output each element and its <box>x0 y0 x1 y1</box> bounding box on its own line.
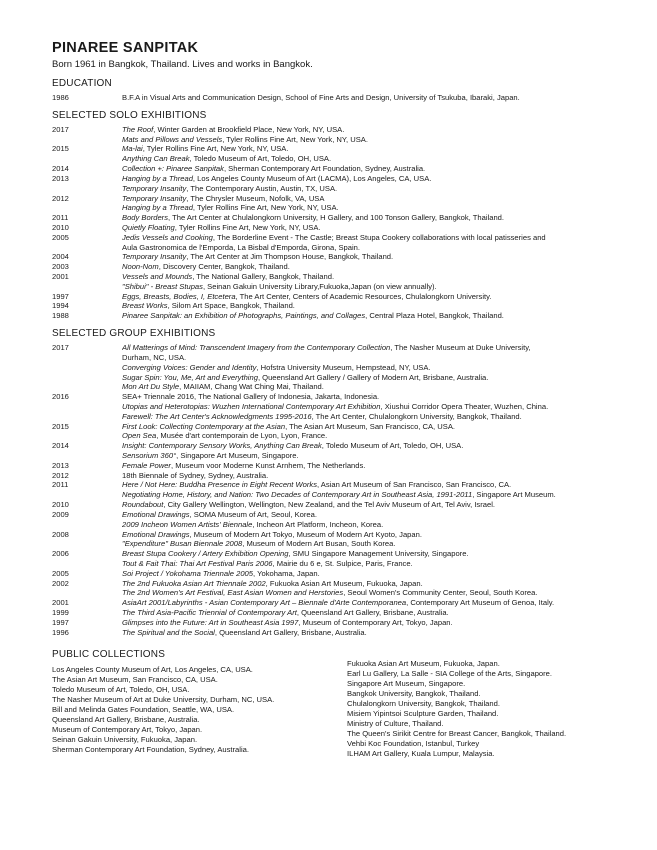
entry-text <box>122 441 627 451</box>
entry-year <box>52 154 122 164</box>
entry-text <box>122 135 627 145</box>
artist-name: PINAREE SANPITAK <box>52 40 199 56</box>
group-exhibitions-list <box>52 343 627 637</box>
list-item <box>52 451 627 461</box>
list-item <box>52 243 627 253</box>
entry-details: , The Art Center, Chulalongkorn University, Bangkok, Thailand. <box>311 411 522 421</box>
list-item <box>52 301 627 311</box>
list-item <box>52 569 627 579</box>
entry-year: 2009 <box>52 509 69 519</box>
entry-title: The Third Asia-Pacific Triennial of Contemporary Art <box>122 608 297 617</box>
entry-text <box>122 233 627 243</box>
entry-text <box>122 480 627 490</box>
entry-details: , Queensland Art Gallery, Brisbane, Australia. <box>214 627 367 637</box>
entry-title: Sugar Spin: You, Me, Art and Everything <box>122 372 258 382</box>
collection-item: Sherman Contemporary Art Foundation, Sydney, Australia. <box>52 745 249 755</box>
list-item <box>52 174 627 184</box>
collection-item: The Asian Art Museum, San Francisco, CA, USA. <box>52 675 218 685</box>
entry-title: Jedis Vessels and Cooking <box>122 232 213 242</box>
list-item <box>52 252 627 262</box>
entry-year <box>52 539 122 549</box>
entry-title: Mon Art Du Style <box>122 382 180 392</box>
entry-year: 1999 <box>52 608 69 617</box>
entry-details: , Museum voor Moderne Kunst Arnhem, The Netherlands. <box>170 460 366 470</box>
entry-year: 2013 <box>52 460 69 470</box>
list-item <box>52 154 627 164</box>
collection-item: Ministry of Culture, Thailand. <box>347 719 444 729</box>
cv-page <box>52 40 627 759</box>
entry-year <box>52 490 122 500</box>
entry-text <box>122 174 627 184</box>
entry-title: The 2nd Women's Art Festival, East Asian Women and Herstories <box>122 588 344 598</box>
entry-text <box>122 530 627 540</box>
entry-text <box>122 451 627 461</box>
entry-title: Temporary Insanity <box>122 193 187 203</box>
list-item <box>52 559 627 569</box>
entry-year: 1988 <box>52 311 69 321</box>
entry-title: Tout & Fait Thai: Thai Art Festival Paris 2006 <box>122 558 273 568</box>
entry-details: , The Chrysler Museum, Nofolk, VA, USA <box>186 193 325 203</box>
list-item <box>52 382 627 392</box>
entry-details: , Incheon Art Platform, Incheon, Korea. <box>252 519 384 529</box>
entry-title: The Spiritual and the Social <box>122 627 215 637</box>
entry-details: , Asian Art Museum of San Francisco, San Francisco, CA. <box>317 480 512 490</box>
entry-text <box>122 412 627 422</box>
entry-text <box>122 282 627 292</box>
entry-year: 2005 <box>52 568 69 578</box>
entry-year: 2005 <box>52 232 69 242</box>
entry-text <box>122 262 627 272</box>
list-item <box>52 373 627 383</box>
entry-details: 18th Biennale of Sydney, Sydney, Australia. <box>122 470 269 480</box>
list-item <box>52 203 627 213</box>
entry-year <box>52 451 122 461</box>
list-item <box>52 510 627 520</box>
entry-details: , Tyler Rollins Fine Art, New York, NY, USA. <box>142 144 289 154</box>
list-item <box>52 194 627 204</box>
list-item <box>52 311 627 321</box>
entry-year: 2011 <box>52 480 69 490</box>
entry-details: Aula Gastronomica de l'Emporda, La Bisbal d'Emporda, Girona, Spain. <box>122 242 361 252</box>
entry-details: , Central Plaza Hotel, Bangkok, Thailand. <box>365 311 504 321</box>
entry-text <box>122 520 627 530</box>
entry-year: 2016 <box>52 392 69 402</box>
entry-text <box>122 559 627 569</box>
entry-details: , Yokohama, Japan. <box>253 568 320 578</box>
entry-year: 2001 <box>52 598 69 608</box>
entry-title: Glimpses into the Future: Art in Southeast Asia 1997 <box>122 617 299 627</box>
entry-year: 2008 <box>52 529 69 539</box>
list-item <box>52 422 627 432</box>
list-item <box>52 392 627 402</box>
list-item <box>52 608 627 618</box>
entry-title: Negotiating Home, History, and Nation: Two Decades of Contemporary Art in Southeast Asia, 1991-2011 <box>122 490 473 500</box>
entry-details: , Museum of Modern Art Tokyo, Museum of Modern Art Kyoto, Japan. <box>189 529 422 539</box>
entry-details: , Seinan Gakuin University Library,Fukuoka,Japan (on view annually). <box>202 281 437 291</box>
entry-title: Eggs, Breasts, Bodies, I, Etcetera <box>122 291 236 301</box>
entry-title: Insight: Contemporary Sensory Works, Anything Can Break <box>122 441 322 451</box>
list-item <box>52 480 627 490</box>
entry-title: Pinaree Sanpitak: an Exhibition of Photographs, Paintings, and Collages <box>122 311 366 321</box>
entry-year <box>52 184 122 194</box>
collection-item: Toledo Museum of Art, Toledo, OH, USA. <box>52 685 190 695</box>
entry-details: , Mairie du 6 e, St. Sulpice, Paris, France. <box>272 558 413 568</box>
entry-year <box>52 431 122 441</box>
collection-item: Seinan Gakuin University, Fukuoka, Japan. <box>52 735 198 745</box>
entry-title: All Matterings of Mind: Transcendent Imagery from the Contemporary Collection <box>122 343 391 353</box>
collection-item: Los Angeles County Museum of Art, Los Angeles, CA, USA. <box>52 665 253 675</box>
entry-details: , MAIIAM, Chang Wat Ching Mai, Thailand. <box>179 382 324 392</box>
entry-text <box>122 618 627 628</box>
entry-year: 1994 <box>52 301 69 311</box>
entry-text <box>122 628 627 638</box>
list-item <box>52 262 627 272</box>
collection-item: ILHAM Art Gallery, Kuala Lumpur, Malaysia. <box>347 749 495 759</box>
list-item <box>52 272 627 282</box>
entry-year <box>52 243 122 253</box>
entry-title: Breast Stupa Cookery / Artery Exhibition Opening <box>122 549 289 559</box>
entry-details: , Sherman Contemporary Art Foundation, Sydney, Australia. <box>223 164 426 174</box>
entry-year: 2013 <box>52 173 69 183</box>
entry-text <box>122 382 627 392</box>
entry-details: , Tyler Rollins Fine Art, New York, NY, USA. <box>174 222 321 232</box>
entry-text <box>122 311 627 321</box>
entry-title: AsiaArt 2001/Labyrinths - Asian Contemporary Art – Biennale d'Arte Contemporanea <box>122 598 407 608</box>
entry-title: Roundabout <box>122 500 164 510</box>
entry-details: , Museum of Modern Art Busan, South Korea. <box>242 539 396 549</box>
entry-text <box>122 93 627 103</box>
entry-text <box>122 223 627 233</box>
entry-title: First Look: Collecting Contemporary at the Asian <box>122 421 286 431</box>
entry-details: B.F.A in Visual Arts and Communication Design, School of Fine Arts and Design, University of Tsukuba, Ibaraki, Japan. <box>122 93 520 102</box>
list-item <box>52 471 627 481</box>
entry-title: Breast Works <box>122 301 168 311</box>
entry-title: Female Power <box>122 460 171 470</box>
entry-text <box>122 154 627 164</box>
collection-item: Fukuoka Asian Art Museum, Fukuoka, Japan. <box>347 659 500 669</box>
entry-text <box>122 569 627 579</box>
entry-year: 2012 <box>52 470 69 480</box>
list-item <box>52 363 627 373</box>
entry-details: SEA+ Triennale 2016, The National Gallery of Indonesia, Jakarta, Indonesia. <box>122 392 380 402</box>
entry-details: , SMU Singapore Management University, Singapore. <box>288 549 469 559</box>
entry-details: , The Asian Art Museum, San Francisco, CA, USA. <box>285 421 456 431</box>
list-item <box>52 184 627 194</box>
entry-text <box>122 194 627 204</box>
list-item <box>52 144 627 154</box>
entry-details: , City Gallery Wellington, Wellington, New Zealand, and the Tel Aviv Museum of Art, Tel Aviv, Israel. <box>163 500 495 510</box>
list-item <box>52 125 627 135</box>
entry-title: Body Borders <box>122 213 169 223</box>
entry-year: 2010 <box>52 222 69 232</box>
entry-details: , Singapore Art Museum, Singapore. <box>176 451 299 460</box>
entry-title: Temporary Insanity <box>122 252 187 262</box>
entry-details: , Tyler Rollins Fine Art, New York, NY, USA. <box>192 203 339 213</box>
entry-details: , Silom Art Space, Bangkok, Thailand. <box>167 301 295 311</box>
entry-text <box>122 353 627 363</box>
entry-title: Anything Can Break <box>122 154 190 164</box>
entry-text <box>122 608 627 618</box>
collection-item: Chulalongkorn University, Bangkok, Thailand. <box>347 699 500 709</box>
entry-text <box>122 549 627 559</box>
collection-item: Queensland Art Gallery, Brisbane, Australia. <box>52 715 200 725</box>
entry-text <box>122 510 627 520</box>
collection-item: Bill and Melinda Gates Foundation, Seattle, WA, USA. <box>52 705 235 715</box>
collection-item: Museum of Contemporary Art, Tokyo, Japan. <box>52 725 203 735</box>
collection-item: Misiem Yipintsoi Sculpture Garden, Thailand. <box>347 709 499 719</box>
entry-details: , SOMA Museum of Art, Seoul, Korea. <box>189 509 317 519</box>
entry-year: 2015 <box>52 144 69 154</box>
entry-details: , The Nasher Museum at Duke University, <box>390 343 531 353</box>
entry-title: Converging Voices: Gender and Identity <box>122 362 257 372</box>
entry-text <box>122 500 627 510</box>
entry-title: Hanging by a Thread <box>122 173 193 183</box>
entry-title: Utopias and Heterotopias: Wuzhen International Contemporary Art Exhibition <box>122 401 381 411</box>
entry-details: , The National Gallery, Bangkok, Thailand. <box>192 272 335 281</box>
entry-details: , The Art Center, Centers of Academic Resources, Chulalongkorn University. <box>235 291 492 301</box>
entry-text <box>122 490 627 500</box>
entry-year <box>52 412 122 422</box>
entry-text <box>122 392 627 402</box>
entry-year: 2001 <box>52 272 69 281</box>
collection-item: Earl Lu Gallery, La Salle - SIA College of the Arts, Singapore. <box>347 669 553 679</box>
section-title-group: SELECTED GROUP EXHIBITIONS <box>52 328 216 340</box>
entry-details: , Toledo Museum of Art, Toledo, OH, USA. <box>321 441 464 451</box>
entry-details: , Singapore Art Museum. <box>472 490 556 500</box>
list-item <box>52 412 627 422</box>
entry-title: Mats and Pillows and Vessels <box>122 134 223 144</box>
list-item <box>52 549 627 559</box>
list-item <box>52 223 627 233</box>
entry-details: , Tyler Rollins Fine Art, New York, NY, USA. <box>222 134 368 144</box>
entry-text <box>122 144 627 154</box>
collections-left-column <box>52 665 347 759</box>
list-item <box>52 282 627 292</box>
list-item <box>52 579 627 589</box>
entry-year: 2014 <box>52 164 69 174</box>
section-title-solo: SELECTED SOLO EXHIBITIONS <box>52 109 207 121</box>
entry-text <box>122 363 627 373</box>
entry-title: Emotional Drawings <box>122 529 190 539</box>
entry-title: Here / Not Here: Buddha Presence in Eight Recent Works <box>122 480 317 490</box>
list-item <box>52 520 627 530</box>
entry-year: 1997 <box>52 291 69 301</box>
entry-details: , Hofstra University Museum, Hempstead, NY, USA. <box>256 362 431 372</box>
list-item <box>52 93 627 103</box>
entry-details: , Seoul Women's Community Center, Seoul, South Korea. <box>343 588 538 598</box>
entry-text <box>122 471 627 481</box>
entry-year <box>52 282 122 292</box>
list-item <box>52 292 627 302</box>
entry-year <box>52 588 122 598</box>
entry-title: Ma-lai <box>122 144 143 154</box>
entry-details: , Museum of Contemporary Art, Tokyo, Japan. <box>298 617 453 627</box>
entry-text <box>122 203 627 213</box>
entry-year: 2015 <box>52 421 69 431</box>
list-item <box>52 618 627 628</box>
entry-text <box>122 588 627 598</box>
entry-text <box>122 539 627 549</box>
entry-title: Temporary Insanity <box>122 183 187 193</box>
entry-text <box>122 579 627 589</box>
entry-year: 2012 <box>52 193 69 203</box>
collections-columns <box>52 659 627 759</box>
entry-text <box>122 252 627 262</box>
list-item <box>52 213 627 223</box>
list-item <box>52 431 627 441</box>
entry-title: Noon-Nom <box>122 262 159 272</box>
list-item <box>52 539 627 549</box>
entry-year: 2006 <box>52 549 69 559</box>
entry-details: , Winter Garden at Brookfield Place, New York, NY, USA. <box>153 124 345 134</box>
entry-text <box>122 431 627 441</box>
list-item <box>52 441 627 451</box>
list-item <box>52 343 627 353</box>
entry-text <box>122 343 627 353</box>
entry-title: Emotional Drawings <box>122 509 190 519</box>
education-list <box>52 93 627 103</box>
entry-title: "Expenditure" Busan Biennale 2008 <box>122 539 243 549</box>
entry-text <box>122 598 627 608</box>
entry-title: Vessels and Mounds <box>122 272 193 281</box>
entry-details: , Queensland Art Gallery / Gallery of Modern Art, Brisbane, Australia. <box>257 372 489 382</box>
list-item <box>52 530 627 540</box>
entry-title: "Shibui" - Breast Stupas <box>122 281 203 291</box>
entry-details: , The Art Center at Chulalongkorn University, H Gallery, and 100 Tonson Gallery, Bangkok, Thailand. <box>168 213 505 223</box>
entry-title: Farewell: The Art Center's Acknowledgments 1995-2016 <box>122 411 312 421</box>
entry-year <box>52 520 122 530</box>
entry-details: Durham, NC, USA. <box>122 352 187 362</box>
entry-text <box>122 243 627 253</box>
collection-item: The Nasher Museum of Art at Duke University, Durham, NC, USA. <box>52 695 275 705</box>
entry-year: 2002 <box>52 578 69 588</box>
entry-title: Quietly Floating <box>122 222 175 232</box>
entry-details: , Contemporary Art Museum of Genoa, Italy. <box>406 598 555 608</box>
entry-details: , Toledo Museum of Art, Toledo, OH, USA. <box>189 154 332 164</box>
artist-bio: Born 1961 in Bangkok, Thailand. Lives and works in Bangkok. <box>52 59 313 70</box>
entry-details: , The Contemporary Austin, Austin, TX, USA. <box>186 183 338 193</box>
section-title-education: EDUCATION <box>52 78 112 89</box>
entry-text <box>122 184 627 194</box>
entry-year: 1997 <box>52 617 69 627</box>
entry-title: Sensorium 360° <box>122 451 177 460</box>
entry-year: 1996 <box>52 627 69 637</box>
list-item <box>52 588 627 598</box>
entry-text <box>122 272 627 282</box>
entry-text <box>122 402 627 412</box>
collections-right-column <box>347 659 566 759</box>
entry-year: 2011 <box>52 213 69 223</box>
entry-year <box>52 382 122 392</box>
list-item <box>52 402 627 412</box>
entry-details: , Fukuoka Asian Art Museum, Fukuoka, Japan. <box>265 578 423 588</box>
entry-text <box>122 213 627 223</box>
solo-exhibitions-list <box>52 125 627 321</box>
entry-year: 2003 <box>52 262 69 272</box>
list-item <box>52 461 627 471</box>
entry-text <box>122 125 627 135</box>
entry-title: Hanging by a Thread <box>122 203 193 213</box>
entry-year <box>52 402 122 412</box>
list-item <box>52 500 627 510</box>
list-item <box>52 353 627 363</box>
entry-text <box>122 422 627 432</box>
entry-title: The Roof <box>122 124 154 134</box>
entry-details: , Los Angeles County Museum of Art (LACMA), Los Angeles, CA, USA. <box>192 173 432 183</box>
collection-item: Vehbi Koc Foundation, Istanbul, Turkey <box>347 739 480 749</box>
entry-text <box>122 292 627 302</box>
entry-year <box>52 559 122 569</box>
entry-details: , Xiushui Corridor Opera Theater, Wuzhen, China. <box>380 401 549 411</box>
entry-year: 2004 <box>52 252 69 262</box>
list-item <box>52 628 627 638</box>
entry-year: 1986 <box>52 93 69 102</box>
entry-year: 2017 <box>52 124 69 134</box>
entry-year <box>52 135 122 145</box>
collection-item: Singapore Art Museum, Singapore. <box>347 679 466 689</box>
entry-text <box>122 461 627 471</box>
entry-year: 2014 <box>52 441 69 451</box>
collection-item: The Queen's Sirikit Centre for Breast Cancer, Bangkok, Thailand. <box>347 729 567 739</box>
entry-text <box>122 301 627 311</box>
entry-details: , Queensland Art Gallery, Brisbane, Australia. <box>296 608 449 617</box>
entry-text <box>122 373 627 383</box>
entry-title: Soi Project / Yokohama Triennale 2005 <box>122 568 254 578</box>
entry-year: 2017 <box>52 343 69 353</box>
list-item <box>52 135 627 145</box>
entry-title: Open Sea <box>122 431 157 441</box>
list-item <box>52 598 627 608</box>
entry-year <box>52 363 122 373</box>
entry-details: , Discovery Center, Bangkok, Thailand. <box>158 262 290 272</box>
entry-details: , The Borderline Event - The Castle; Breast Stupa Cookery collaborations with local patisseries and <box>212 232 546 242</box>
entry-title: Collection +: Pinaree Sanpitak <box>122 164 224 174</box>
entry-year <box>52 203 122 213</box>
list-item <box>52 164 627 174</box>
entry-text <box>122 164 627 174</box>
entry-year <box>52 373 122 383</box>
section-title-collections: PUBLIC COLLECTIONS <box>52 649 166 661</box>
entry-details: , Musée d'art contemporain de Lyon, Lyon, France. <box>156 431 328 441</box>
entry-year <box>52 353 122 363</box>
entry-title: 2009 Incheon Women Artists' Biennale <box>122 519 253 529</box>
list-item <box>52 490 627 500</box>
entry-title: The 2nd Fukuoka Asian Art Triennale 2002 <box>122 578 266 588</box>
list-item <box>52 233 627 243</box>
entry-year: 2010 <box>52 500 69 510</box>
entry-details: , The Art Center at Jim Thompson House, Bangkok, Thailand. <box>186 252 394 262</box>
collection-item: Bangkok University, Bangkok, Thailand. <box>347 689 481 699</box>
